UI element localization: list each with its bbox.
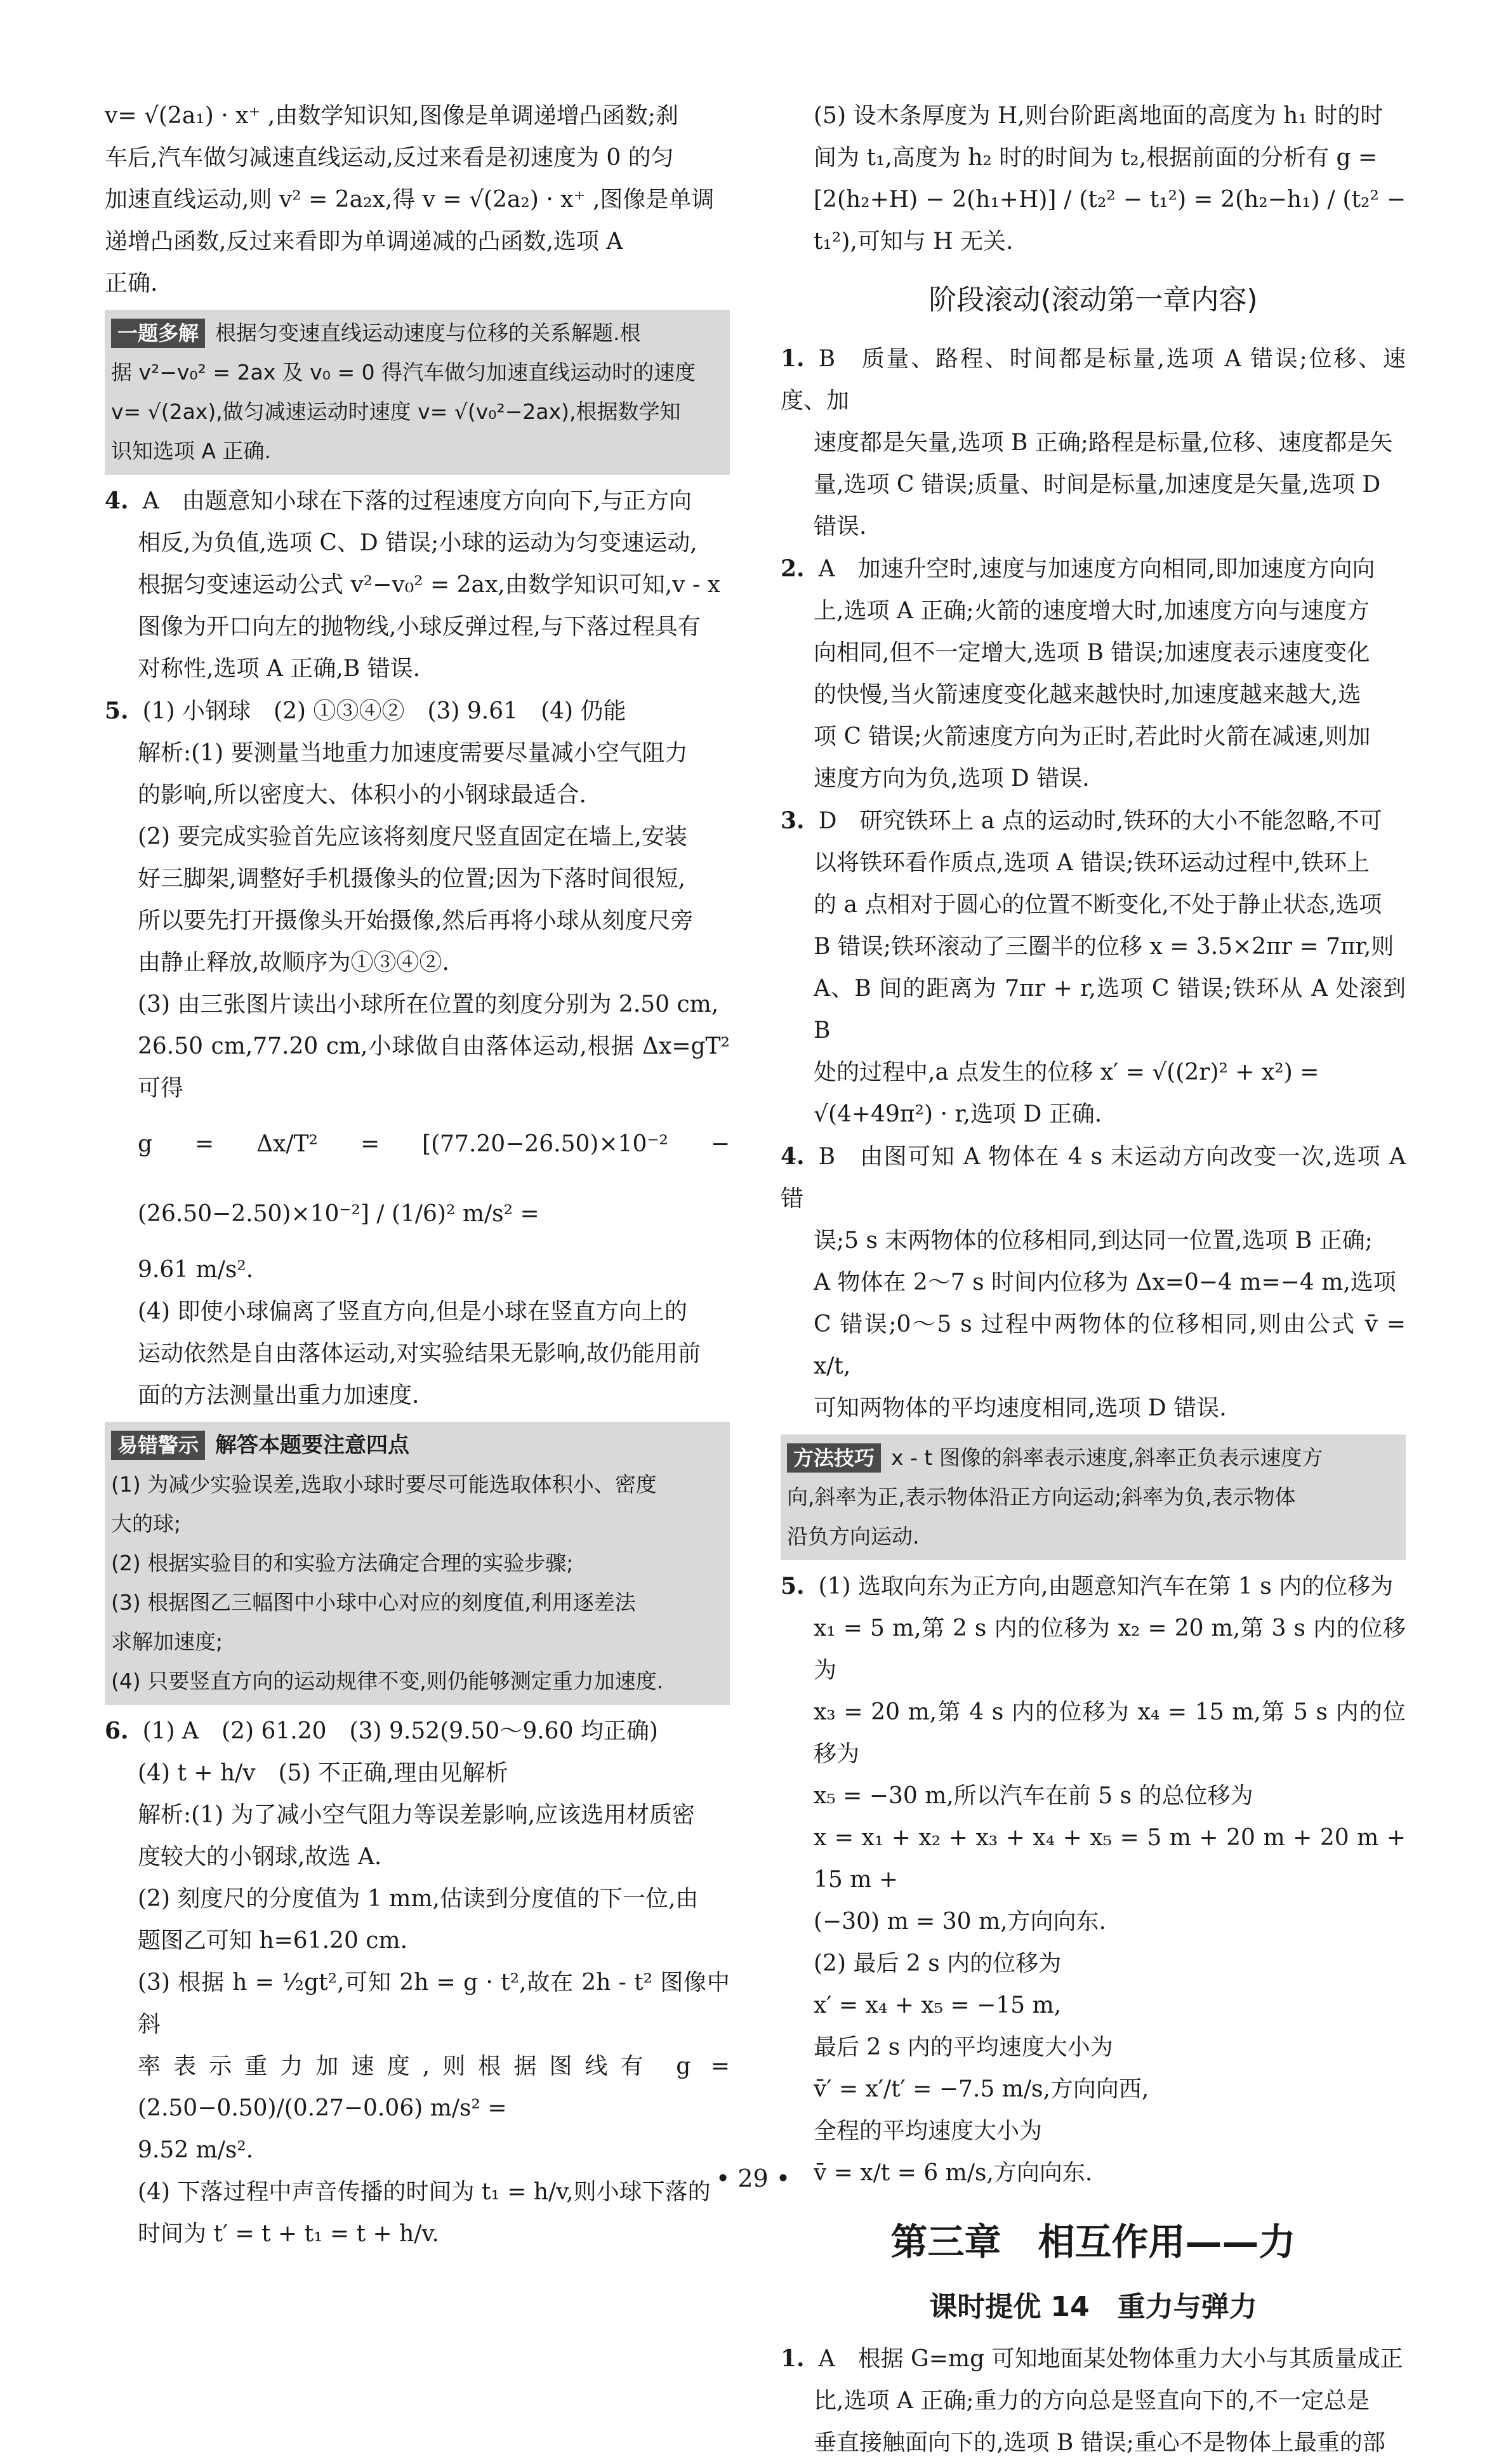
text-line: B 由图可知 A 物体在 4 s 末运动方向改变一次,选项 A 错 [781, 1144, 1406, 1212]
text-line: v= √(2a₁) · x⁺ ,由数学知识知,图像是单调递增凸函数;刹 [105, 103, 678, 129]
text-line: (−30) m = 30 m,方向向东. [814, 1909, 1106, 1935]
text-line: 的 a 点相对于圆心的位置不断变化,不处于静止状态,选项 [814, 892, 1382, 918]
intro-paragraph [105, 95, 730, 305]
text-line: 正确. [105, 270, 158, 296]
text-line: 9.52 m/s². [138, 2137, 254, 2163]
text-line: 时间为 t′ = t + t₁ = t + h/v. [138, 2221, 439, 2247]
text-line: 速度方向为负,选项 D 错误. [814, 765, 1090, 792]
text-line: 26.50 cm,77.20 cm,小球做自由落体运动,根据 Δx=gT² 可得 [138, 1033, 730, 1101]
text-line: (5) 设木条厚度为 H,则台阶距离地面的高度为 h₁ 时的时 [814, 103, 1384, 129]
text-line: 相反,为负值,选项 C、D 错误;小球的运动为匀变速运动, [138, 530, 697, 556]
error-warning-tag: 易错警示 [111, 1431, 205, 1460]
answer-summary: (1) 小钢球 (2) ①③④② (3) 9.61 (4) 仍能 [142, 698, 626, 724]
text-line: 误;5 s 末两物体的位移相同,到达同一位置,选项 B 正确; [814, 1228, 1373, 1254]
review-item-5 [781, 1565, 1406, 2194]
text-line: 好三脚架,调整好手机摄像头的位置;因为下落时间很短, [138, 866, 686, 892]
text-line: (2) 要完成实验首先应该将刻度尺竖直固定在墙上,安装 [138, 824, 687, 850]
method-tip-tag: 方法技巧 [787, 1443, 881, 1473]
answer-item-5 [105, 690, 730, 1417]
formula-line: 率表示重力加速度,则根据图线有 g = (2.50−0.50)/(0.27−0.06) m/s² = [138, 2053, 730, 2121]
text-line: 解析:(1) 为了减小空气阻力等误差影响,应该选用材质密 [138, 1802, 696, 1828]
item-number: 4. [105, 487, 129, 514]
review-item-3 [781, 800, 1406, 1136]
method-tip-box [781, 1434, 1406, 1560]
text-line: 由静止释放,故顺序为①③④②. [138, 950, 449, 976]
item-number: 5. [105, 698, 129, 724]
text-line: x = x₁ + x₂ + x₃ + x₄ + x₅ = 5 m + 20 m + 20 m + 15 m + [814, 1825, 1406, 1893]
text-line: (2) 刻度尺的分度值为 1 mm,估读到分度值的下一位,由 [138, 1886, 699, 1912]
item-number: 4. [781, 1143, 805, 1170]
text-line: x₅ = −30 m,所以汽车在前 5 s 的总位移为 [814, 1783, 1253, 1809]
formula-line: v̄′ = x′/t′ = −7.5 m/s,方向向西, [814, 2076, 1149, 2102]
answer-item-5-part-5 [781, 95, 1406, 263]
text-line: 运动依然是自由落体运动,对实验结果无影响,故仍能用前 [138, 1341, 701, 1367]
formula-line: [2(h₂+H) − 2(h₁+H)] / (t₂² − t₁²) = 2(h₂−h₁) / (t₂² − t₁²),可知与 H 无关. [814, 187, 1406, 255]
text-line: A 物体在 2～7 s 时间内位移为 Δx=0−4 m=−4 m,选项 [814, 1269, 1396, 1295]
text-line: A、B 间的距离为 7πr + r,选项 C 错误;铁环从 A 处滚到 B [814, 976, 1406, 1043]
text-line: C 错误;0～5 s 过程中两物体的位移相同,则由公式 v̄ = x/t, [814, 1311, 1406, 1379]
multi-solution-box [105, 310, 730, 475]
answer-item-4 [105, 480, 730, 690]
text-line: 项 C 错误;火箭速度方向为正时,若此时火箭在减速,则加 [814, 724, 1371, 750]
text-line: 可知两物体的平均速度相同,选项 D 错误. [814, 1395, 1227, 1421]
text-line: x₁ = 5 m,第 2 s 内的位移为 x₂ = 20 m,第 3 s 内的位移为 [814, 1615, 1406, 1683]
text-line: 加速直线运动,则 v² = 2a₂x,得 v = √(2a₂) · x⁺ ,图像是单调 [105, 187, 715, 213]
text-line: 根据匀变速直线运动速度与位移的关系解题.根 [215, 321, 641, 345]
answer-summary: (4) t + h/v (5) 不正确,理由见解析 [138, 1760, 508, 1786]
text-line: 速度都是矢量,选项 B 正确;路程是标量,位移、速度都是矢 [814, 430, 1393, 456]
text-line: 全程的平均速度大小为 [814, 2118, 1043, 2144]
text-line: 车后,汽车做匀减速直线运动,反过来看是初速度为 0 的匀 [105, 145, 674, 171]
formula-line: v̄ = x/t = 6 m/s,方向向东. [814, 2160, 1093, 2186]
text-line: 解析:(1) 要测量当地重力加速度需要尽量减小空气阻力 [138, 740, 688, 766]
text-line: 图像为开口向左的抛物线,小球反弹过程,与下落过程具有 [138, 614, 701, 640]
text-line: 面的方法测量出重力加速度. [138, 1382, 419, 1408]
text-line: 9.61 m/s². [138, 1257, 254, 1283]
text-line: (2) 根据实验目的和实验方法确定合理的实验步骤; [111, 1551, 574, 1575]
section-title: 阶段滚动(滚动第一章内容) [928, 284, 1258, 316]
text-line: x - t 图像的斜率表示速度,斜率正负表示速度方 [891, 1445, 1323, 1470]
page-number: • 29 • [715, 2164, 791, 2192]
text-line: 错误. [814, 513, 867, 540]
text-line: √(4+49π²) · r,选项 D 正确. [814, 1101, 1102, 1127]
text-line: D 研究铁环上 a 点的运动时,铁环的大小不能忽略,不可 [818, 808, 1382, 834]
right-column [781, 95, 1406, 2464]
text-line: A 由题意知小球在下落的过程速度方向向下,与正方向 [142, 488, 692, 514]
text-line: 垂直接触面向下的,选项 B 错误;重心不是物体上最重的部 [814, 2430, 1385, 2456]
text-line: 根据匀变速运动公式 v²−v₀² = 2ax,由数学知识可知,v - x [138, 572, 720, 598]
item-number: 1. [781, 2345, 805, 2372]
text-line: 递增凸函数,反过来看即为单调递减的凸函数,选项 A [105, 229, 623, 255]
review-item-1 [781, 338, 1406, 548]
text-line: 间为 t₁,高度为 h₂ 时的时间为 t₂,根据前面的分析有 g = [814, 145, 1378, 171]
item-number: 2. [781, 555, 805, 582]
text-line: 向,斜率为正,表示物体沿正方向运动;斜率为负,表示物体 [787, 1485, 1296, 1509]
text-line: (4) 只要竖直方向的运动规律不变,则仍能够测定重力加速度. [111, 1669, 664, 1693]
chapter-title: 第三章 相互作用——力 [890, 2220, 1296, 2263]
text-line: (2) 最后 2 s 内的位移为 [814, 1951, 1062, 1977]
text-line: (1) 为减少实验误差,选取小球时要尽可能选取体积小、密度 [111, 1472, 657, 1497]
text-line: 题图乙可知 h=61.20 cm. [138, 1928, 408, 1954]
item-number: 3. [781, 807, 805, 834]
text-line: 求解加速度; [111, 1629, 223, 1654]
text-line: 所以要先打开摄像头开始摄像,然后再将小球从刻度尺旁 [138, 908, 694, 934]
text-line: 量,选项 C 错误;质量、时间是标量,加速度是矢量,选项 D [814, 472, 1381, 498]
text-line: 最后 2 s 内的平均速度大小为 [814, 2034, 1113, 2060]
box-heading: 解答本题要注意四点 [215, 1433, 410, 1458]
text-line: 度较大的小钢球,故选 A. [138, 1844, 382, 1870]
text-line: v= √(2ax),做匀减速运动时速度 v= √(v₀²−2ax),根据数学知 [111, 399, 681, 424]
text-line: x′ = x₄ + x₅ = −15 m, [814, 1992, 1062, 2018]
text-line: 向相同,但不一定增大,选项 B 错误;加速度表示速度变化 [814, 640, 1370, 666]
left-column [105, 95, 730, 2255]
lesson-item-1 [781, 2338, 1406, 2464]
review-item-4 [781, 1136, 1406, 1429]
text-line: A 根据 G=mg 可知地面某处物体重力大小与其质量成正 [818, 2346, 1403, 2372]
formula-line: g = Δx/T² = [(77.20−26.50)×10⁻² − (26.50−2.50)×10⁻²] / (1/6)² m/s² = [138, 1131, 730, 1227]
text-line: (4) 下落过程中声音传播的时间为 t₁ = h/v,则小球下落的 [138, 2179, 711, 2205]
text-line: B 质量、路程、时间都是标量,选项 A 错误;位移、速度、加 [781, 346, 1406, 414]
text-line: (1) 选取向东为正方向,由题意知汽车在第 1 s 内的位移为 [818, 1573, 1394, 1600]
review-item-2 [781, 548, 1406, 800]
text-line: B 错误;铁环滚动了三圈半的位移 x = 3.5×2πr = 7πr,则 [814, 934, 1394, 960]
item-number: 1. [781, 345, 805, 372]
text-line: 据 v²−v₀² = 2ax 及 v₀ = 0 得汽车做匀加速直线运动时的速度 [111, 360, 696, 385]
item-number: 6. [105, 1718, 129, 1744]
text-line: (3) 根据图乙三幅图中小球中心对应的刻度值,利用逐差法 [111, 1590, 636, 1615]
text-line: x₃ = 20 m,第 4 s 内的位移为 x₄ = 15 m,第 5 s 内的位移为 [814, 1699, 1406, 1767]
text-line: 比,选项 A 正确;重力的方向总是竖直向下的,不一定总是 [814, 2388, 1370, 2414]
text-line: 沿负方向运动. [787, 1524, 920, 1549]
text-line: 大的球; [111, 1511, 182, 1536]
multi-solution-tag: 一题多解 [111, 319, 205, 348]
text-line: 识知选项 A 正确. [111, 439, 272, 463]
answer-summary: (1) A (2) 61.20 (3) 9.52(9.50～9.60 均正确) [142, 1718, 658, 1744]
lesson-title: 课时提优 14 重力与弹力 [929, 2291, 1257, 2323]
text-line: 处的过程中,a 点发生的位移 x′ = √((2r)² + x²) = [814, 1059, 1319, 1085]
text-line: (3) 根据 h = ½gt²,可知 2h = g · t²,故在 2h - t² 图像中斜 [138, 1970, 730, 2037]
text-line: 以将铁环看作质点,选项 A 错误;铁环运动过程中,铁环上 [814, 850, 1370, 876]
text-line: 的快慢,当火箭速度变化越来越快时,加速度越来越大,选 [814, 682, 1361, 708]
text-line: (4) 即使小球偏离了竖直方向,但是小球在竖直方向上的 [138, 1299, 687, 1325]
text-line: (3) 由三张图片读出小球所在位置的刻度分别为 2.50 cm, [138, 991, 719, 1017]
item-number: 5. [781, 1573, 805, 1600]
text-line: 的影响,所以密度大、体积小的小钢球最适合. [138, 782, 586, 808]
error-warning-box [105, 1422, 730, 1705]
text-line: 上,选项 A 正确;火箭的速度增大时,加速度方向与速度方 [814, 598, 1370, 624]
text-line: 对称性,选项 A 正确,B 错误. [138, 656, 421, 682]
text-line: A 加速升空时,速度与加速度方向相同,即加速度方向向 [818, 556, 1375, 582]
